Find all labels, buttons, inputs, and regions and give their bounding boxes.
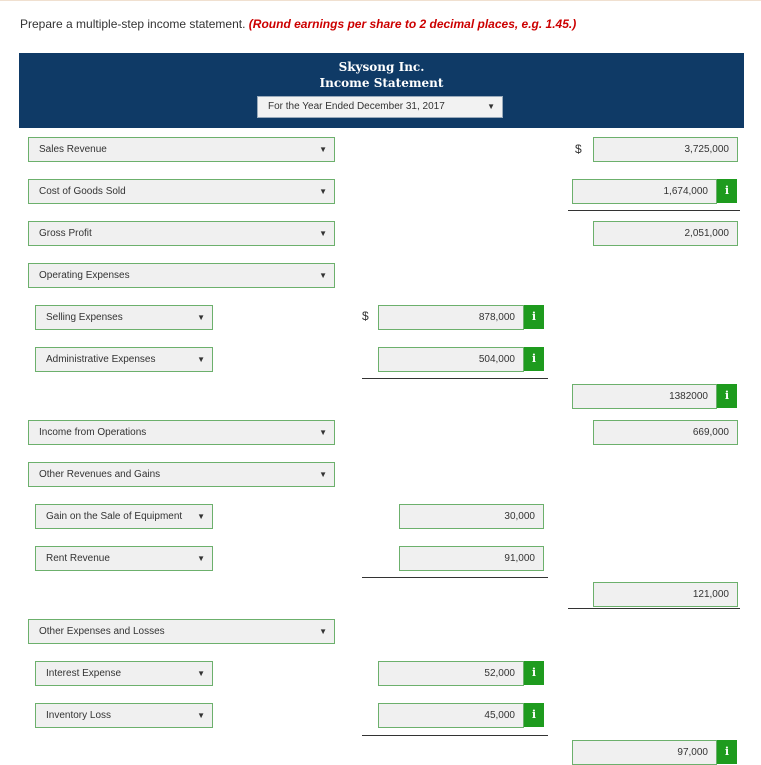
rent-revenue-amount-input[interactable]: 91,000 (399, 546, 544, 571)
info-icon[interactable]: i (524, 305, 544, 329)
dropdown-arrow-icon: ▼ (319, 428, 327, 437)
cost-of-goods-sold-label: Cost of Goods Sold (39, 186, 126, 197)
total-other-expenses-amount-input[interactable]: 97,000 (572, 740, 717, 765)
gross-profit-label: Gross Profit (39, 228, 92, 239)
dropdown-arrow-icon: ▼ (197, 313, 205, 322)
info-icon[interactable]: i (717, 179, 737, 203)
info-icon[interactable]: i (717, 740, 737, 764)
gain-on-sale-amount-input[interactable]: 30,000 (399, 504, 544, 529)
administrative-expenses-select[interactable] (35, 347, 213, 372)
cost-of-goods-sold-select[interactable] (28, 179, 335, 204)
administrative-expenses-label: Administrative Expenses (46, 354, 156, 365)
dropdown-arrow-icon: ▼ (197, 355, 205, 364)
inventory-loss-amount-input[interactable]: 45,000 (378, 703, 524, 728)
total-other-revenues-amount-input[interactable]: 121,000 (593, 582, 738, 607)
selling-expenses-select[interactable] (35, 305, 213, 330)
instructions-text: Prepare a multiple-step income statement. (20, 17, 246, 31)
dropdown-arrow-icon: ▼ (319, 229, 327, 238)
interest-expense-amount-input[interactable]: 52,000 (378, 661, 524, 686)
cost-of-goods-sold-amount-input[interactable]: 1,674,000 (572, 179, 717, 204)
operating-expenses-label: Operating Expenses (39, 270, 130, 281)
dropdown-arrow-icon: ▼ (319, 470, 327, 479)
rent-revenue-label: Rent Revenue (46, 553, 110, 564)
other-revenues-select[interactable] (28, 462, 335, 487)
period-select[interactable] (257, 96, 503, 118)
dropdown-arrow-icon: ▼ (197, 669, 205, 678)
income-from-operations-select[interactable] (28, 420, 335, 445)
dropdown-arrow-icon: ▼ (197, 711, 205, 720)
inventory-loss-select[interactable] (35, 703, 213, 728)
dropdown-arrow-icon: ▼ (319, 627, 327, 636)
subtotal-rule (362, 378, 548, 379)
subtotal-rule (362, 735, 548, 736)
sales-revenue-amount-input[interactable]: 3,725,000 (593, 137, 738, 162)
statement-title: Income Statement (319, 76, 444, 90)
selling-expenses-amount-input[interactable]: 878,000 (378, 305, 524, 330)
dropdown-arrow-icon: ▼ (197, 554, 205, 563)
subtotal-rule (362, 577, 548, 578)
interest-expense-label: Interest Expense (46, 668, 122, 679)
total-operating-expenses-amount-input[interactable]: 1382000 (572, 384, 717, 409)
period-select-label: For the Year Ended December 31, 2017 (268, 101, 445, 112)
company-name: Skysong Inc. (338, 60, 425, 74)
subtotal-rule (568, 210, 740, 211)
gain-on-sale-select[interactable] (35, 504, 213, 529)
info-icon[interactable]: i (717, 384, 737, 408)
gain-on-sale-label: Gain on the Sale of Equipment (46, 511, 183, 522)
operating-expenses-select[interactable] (28, 263, 335, 288)
other-revenues-label: Other Revenues and Gains (39, 469, 161, 480)
income-from-operations-label: Income from Operations (39, 427, 147, 438)
instructions-highlight: (Round earnings per share to 2 decimal places, e.g. 1.45.) (248, 17, 577, 31)
instructions (20, 17, 576, 31)
info-icon[interactable]: i (524, 703, 544, 727)
administrative-expenses-amount-input[interactable]: 504,000 (378, 347, 524, 372)
info-icon[interactable]: i (524, 661, 544, 685)
sales-revenue-label: Sales Revenue (39, 144, 107, 155)
interest-expense-select[interactable] (35, 661, 213, 686)
sales-revenue-select[interactable] (28, 137, 335, 162)
selling-expenses-label: Selling Expenses (46, 312, 123, 323)
dropdown-arrow-icon: ▼ (319, 145, 327, 154)
other-expenses-label: Other Expenses and Losses (39, 626, 165, 637)
income-from-operations-amount-input[interactable]: 669,000 (593, 420, 738, 445)
info-icon[interactable]: i (524, 347, 544, 371)
subtotal-rule (568, 608, 740, 609)
dropdown-arrow-icon: ▼ (197, 512, 205, 521)
dropdown-arrow-icon: ▼ (487, 102, 495, 111)
gross-profit-amount-input[interactable]: 2,051,000 (593, 221, 738, 246)
dollar-sign: $ (575, 142, 582, 156)
other-expenses-select[interactable] (28, 619, 335, 644)
dropdown-arrow-icon: ▼ (319, 271, 327, 280)
inventory-loss-label: Inventory Loss (46, 710, 112, 721)
gross-profit-select[interactable] (28, 221, 335, 246)
dollar-sign: $ (362, 309, 369, 323)
rent-revenue-select[interactable] (35, 546, 213, 571)
statement-header (19, 53, 744, 128)
top-border (0, 0, 761, 1)
dropdown-arrow-icon: ▼ (319, 187, 327, 196)
